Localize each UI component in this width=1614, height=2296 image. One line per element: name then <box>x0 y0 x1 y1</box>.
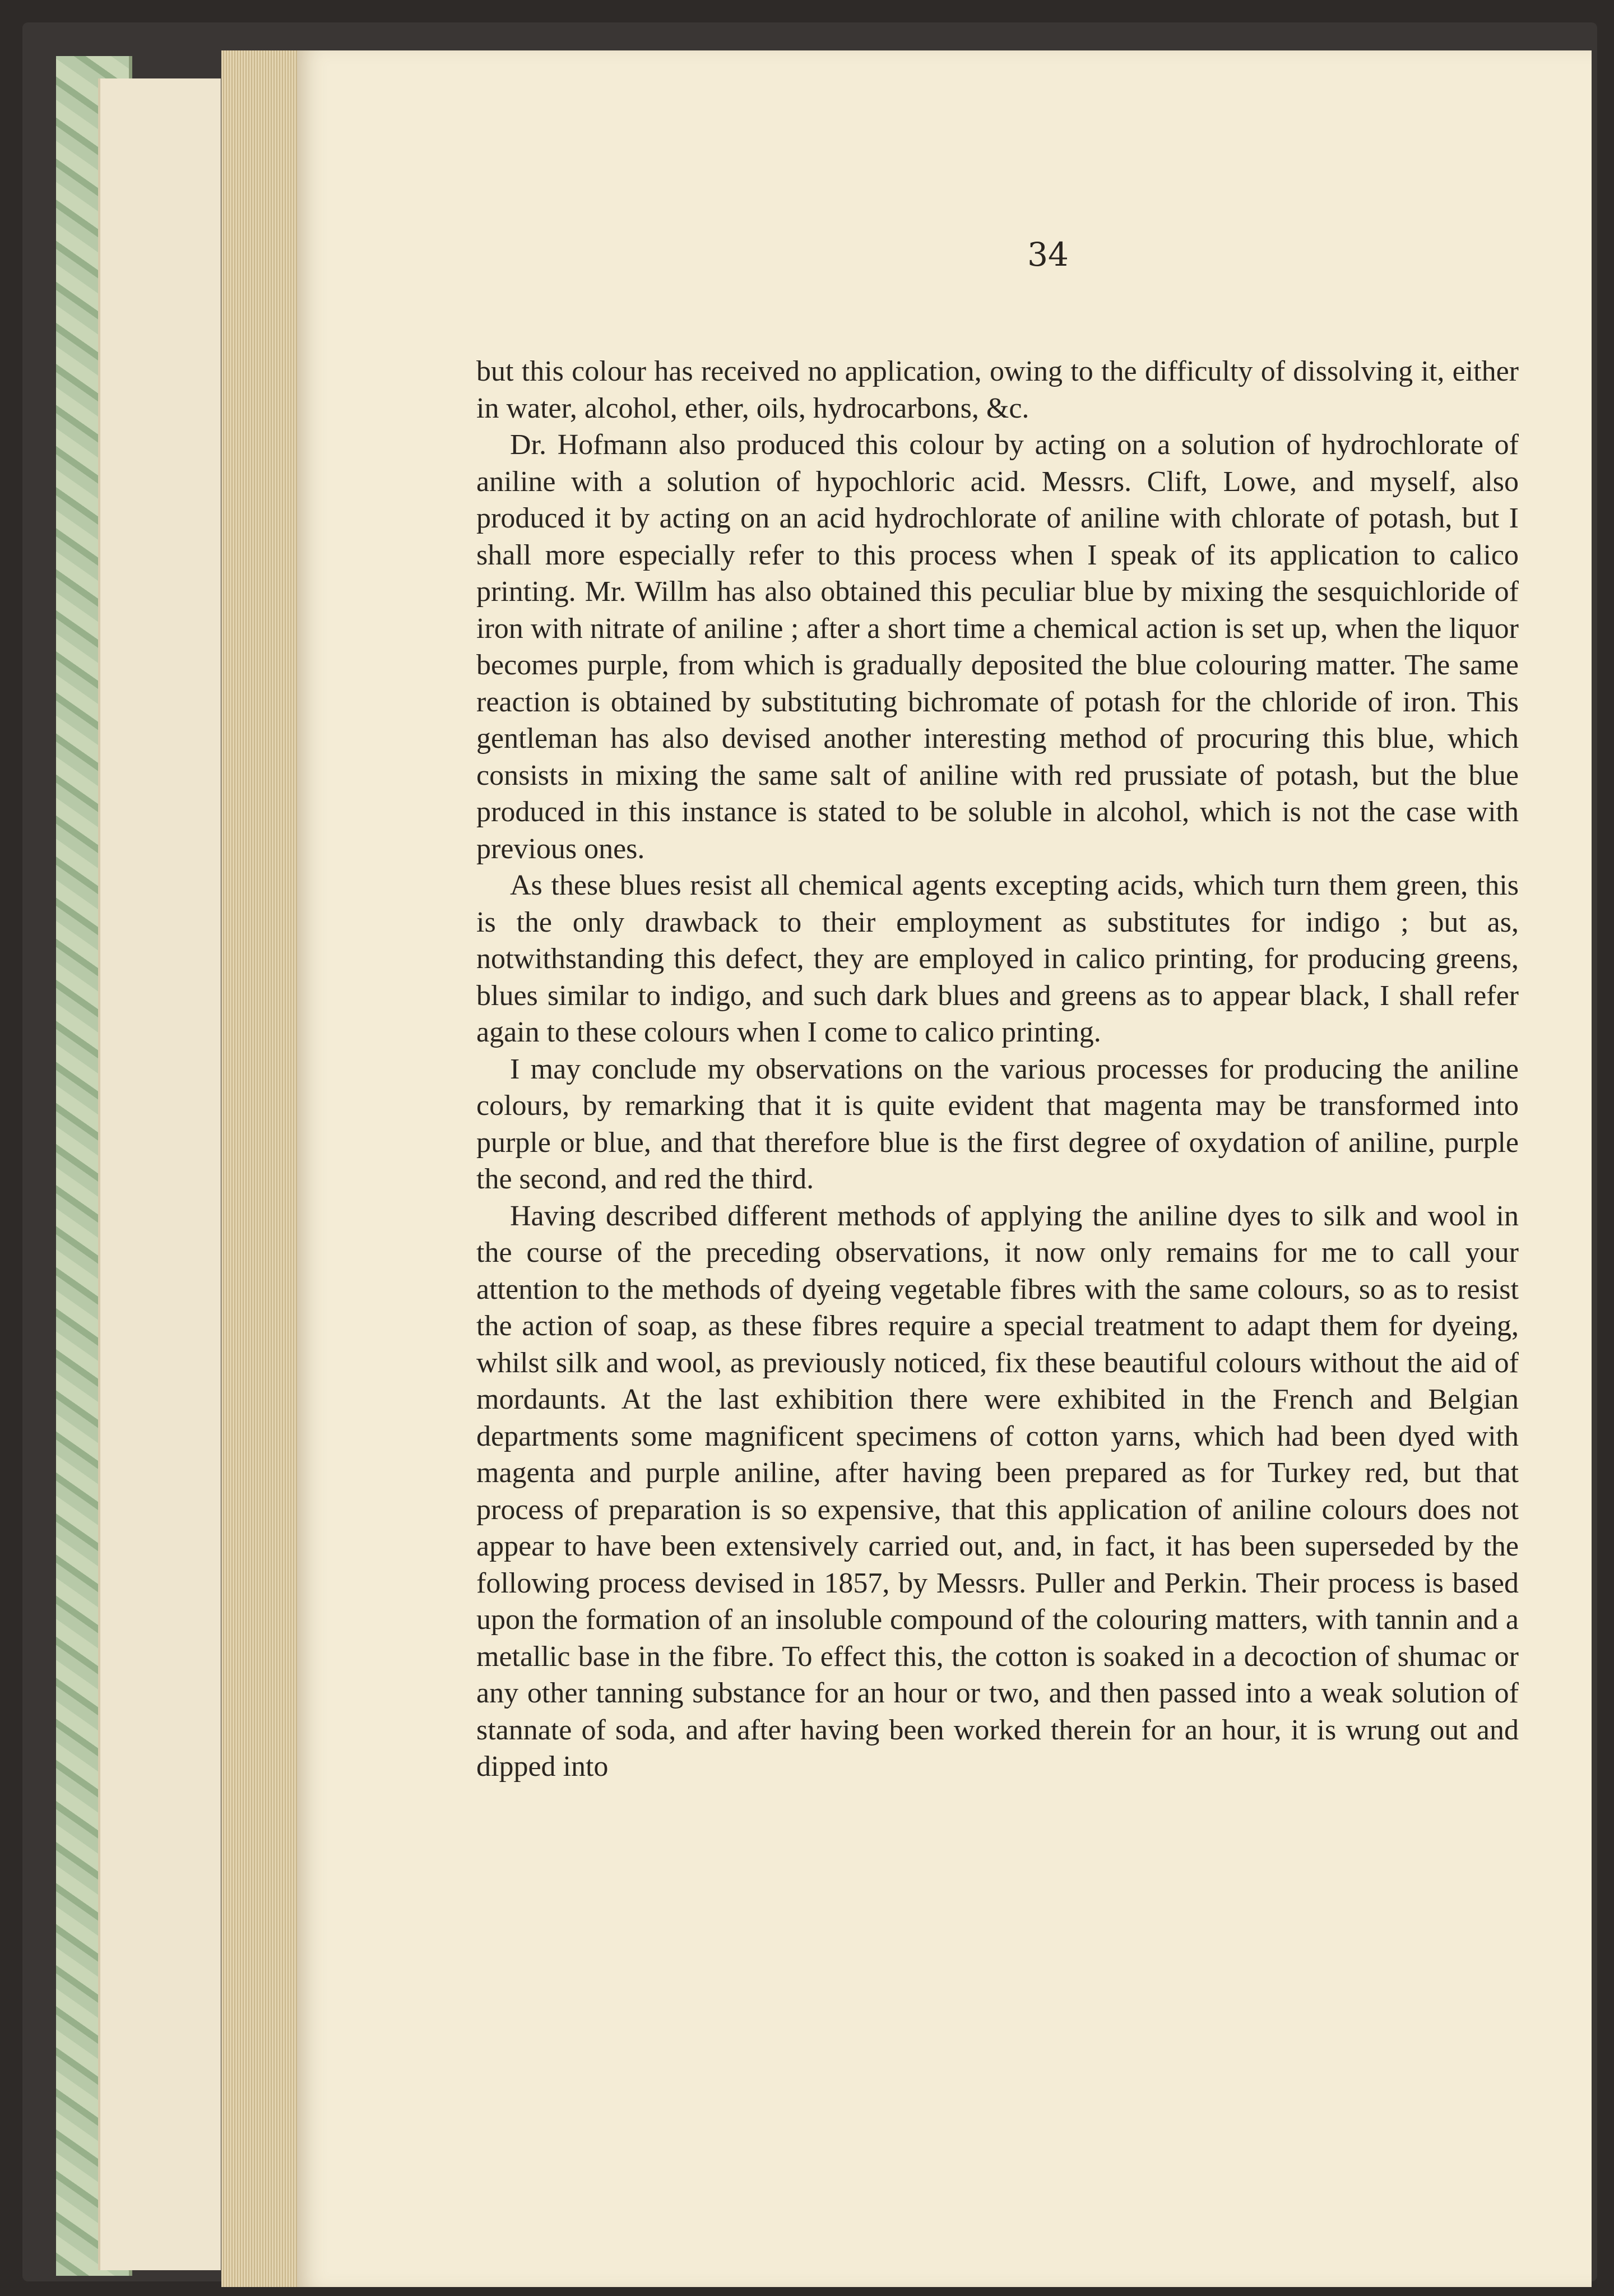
paragraph-5: Having described different methods of applying the aniline dyes to silk and wool in the course of the preceding observations, it now only remains for me to call your attention to the methods of dyeing vegetable fibres with the same colours, so as to resist the action of soap, as these fibres require a special treatment to adapt them for dyeing, whilst silk and wool, as previously noticed, fix these beautiful colours without the aid of mordaunts. At the last exhibition there were exhibited in the French and Belgian departments some magnificent specimens of cotton yarns, which had been dyed with magenta and purple aniline, after having been prepared as for Turkey red, but that process of preparation is so expensive, that this application of aniline colours does not appear to have been extensively carried out, and, in fact, it has been superseded by the following process devised in 1857, by Messrs. Puller and Perkin. Their process is based upon the formation of an insoluble compound of the colouring matters, with tannin and a metallic base in the fibre. To effect this, the cotton is soaked in a decoction of shumac or any other tanning substance for an hour or two, and then passed into a weak solution of stannate of soda, and after having been worked therein for an hour, it is wrung out and dipped into <box>476 1200 1519 1783</box>
paragraph-3: As these blues resist all chemical agents excepting acids, which turn them green, this is the only drawback to their employment as substitutes for indigo ; but as, notwithstanding this defect, they are employed in calico printing, for producing greens, blues similar to indigo, and such dark blues and greens as to appear black, I shall refer again to these colours when I come to calico printing. <box>476 869 1519 1048</box>
paragraph-2: Dr. Hofmann also produced this colour by acting on a solution of hydrochlorate of aniline with a solution of hypochloric acid. Messrs. Clift, Lowe, and myself, also produced it by acting on an acid hydrochlorate of aniline with chlorate of potash, but I shall more especially refer to this process when I speak of its application to calico printing. Mr. Willm has also obtained this peculiar blue by mixing the sesquichloride of iron with nitrate of aniline ; after a short time a chemical action is set up, when the liquor becomes purple, from which is gradually deposited the blue colouring matter. The same reaction is obtained by substituting bichromate of potash for the chloride of iron. This gentleman has also devised another interesting method of procuring this blue, which consists in mixing the same salt of aniline with red prussiate of potash, but the blue produced in this instance is stated to be soluble in alcohol, which is not the case with previous ones. <box>476 429 1519 865</box>
endpaper-leaf <box>98 78 221 2270</box>
paragraph-4: I may conclude my observations on the various processes for producing the aniline colours, by remarking that it is quite evident that magenta may be transformed into purple or blue, and that therefore blue is the first degree of oxydation of aniline, purple the second, and red the third. <box>476 1053 1519 1195</box>
paragraph-1: but this colour has received no application, owing to the difficulty of dissolving it, either in water, alcohol, ether, oils, hydrocarbons, &c. <box>476 355 1519 424</box>
page-edges <box>221 50 307 2287</box>
page-number: 34 <box>1027 235 1069 274</box>
book-page <box>297 50 1592 2287</box>
body-text <box>476 353 1519 1785</box>
